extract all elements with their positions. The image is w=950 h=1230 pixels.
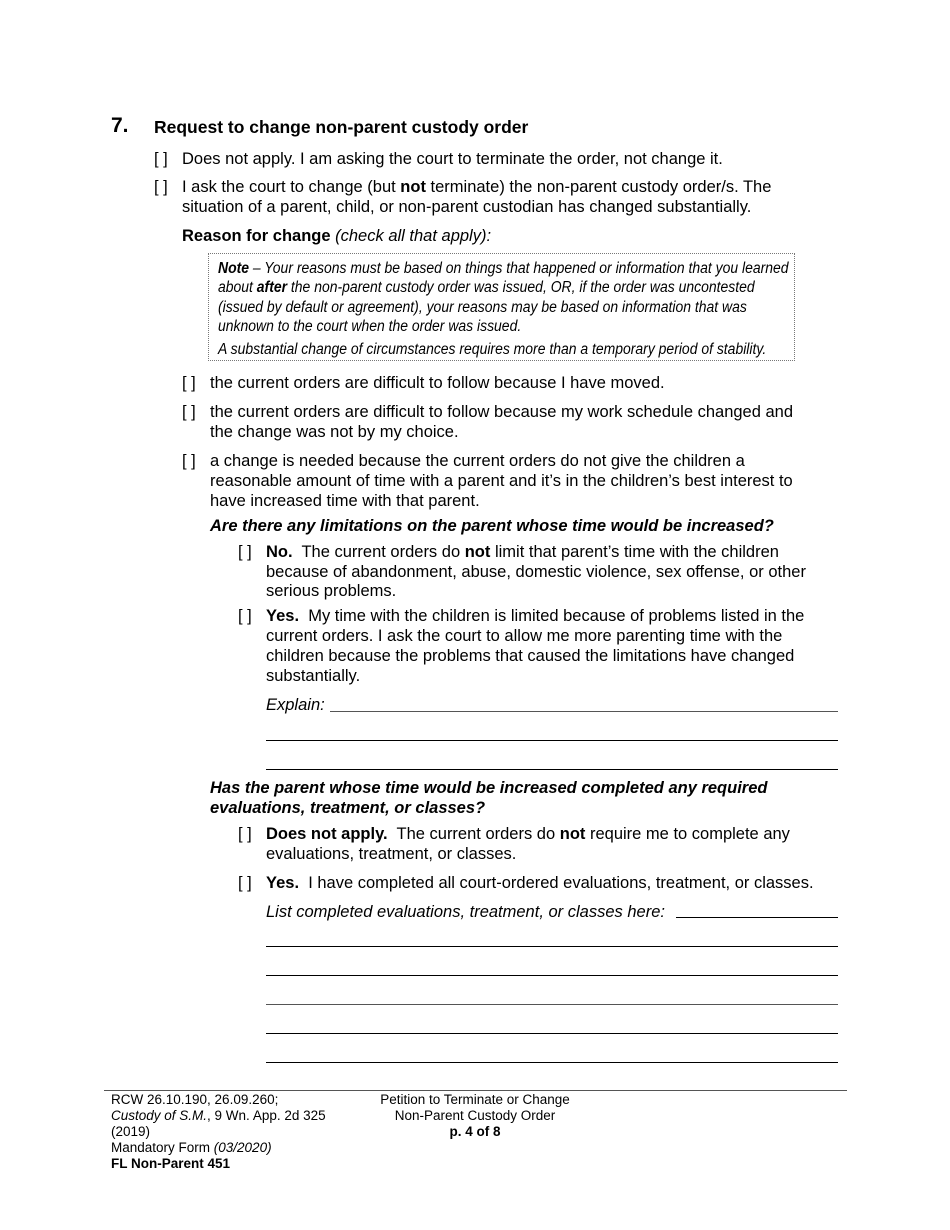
limits-no-line3: serious problems.	[266, 582, 397, 600]
limitations-question: Are there any limitations on the parent whose time would be increased?	[210, 517, 774, 535]
checkbox-reason-moved[interactable]: [ ]	[182, 374, 196, 392]
footer-citation: Custody of S.M., 9 Wn. App. 2d 325	[111, 1108, 326, 1123]
list-input-line-1[interactable]	[676, 917, 838, 918]
checkbox-reason-work-schedule[interactable]: [ ]	[182, 403, 196, 421]
footer-year: (2019)	[111, 1124, 151, 1139]
list-input-line-5[interactable]	[266, 1033, 838, 1034]
list-input-line-6[interactable]	[266, 1062, 838, 1063]
option-change-line1: I ask the court to change (but not terminate) the non-parent custody order/s. The	[182, 178, 772, 196]
note-line-2: about after the non-parent custody order was issued, OR, if the order was uncontested	[218, 279, 755, 296]
evals-not-apply-line2: evaluations, treatment, or classes.	[266, 845, 517, 863]
limits-yes-line2: current orders. I ask the court to allow me more parenting time with the	[266, 627, 783, 645]
explain-line-3[interactable]	[266, 769, 838, 770]
limits-yes-line1: Yes. My time with the children is limited because of problems listed in the	[266, 607, 805, 625]
list-input-line-4[interactable]	[266, 1004, 838, 1005]
note-line-3: (issued by default or agreement), your reasons may be based on information that was	[218, 299, 747, 316]
evals-yes-line1: Yes. I have completed all court-ordered evaluations, treatment, or classes.	[266, 874, 814, 892]
option-change-line2: situation of a parent, child, or non-parent custodian has changed substantially.	[182, 198, 752, 216]
limits-no-line1: No. The current orders do not limit that parent’s time with the children	[266, 543, 779, 561]
reason-time-line1: a change is needed because the current orders do not give the children a	[210, 452, 745, 470]
footer-mandatory: Mandatory Form (03/2020)	[111, 1140, 272, 1155]
note-line-1: Note – Your reasons must be based on things that happened or information that you learned	[218, 260, 789, 277]
section-title: Request to change non-parent custody order	[154, 117, 529, 137]
explain-input-line[interactable]	[330, 711, 838, 712]
reason-time-line3: have increased time with that parent.	[210, 492, 480, 510]
limits-no-line2: because of abandonment, abuse, domestic violence, sex offense, or other	[266, 563, 806, 581]
evals-not-apply-line1: Does not apply. The current orders do not require me to complete any	[266, 825, 790, 843]
reason-work-line1: the current orders are difficult to follow because my work schedule changed and	[210, 403, 794, 421]
explain-label: Explain:	[266, 696, 325, 714]
evaluations-question-line1: Has the parent whose time would be increased completed any required	[210, 779, 768, 797]
list-completed-label: List completed evaluations, treatment, or classes here:	[266, 903, 665, 921]
checkbox-not-apply[interactable]: [ ]	[154, 150, 168, 168]
note-line-5: A substantial change of circumstances requires more than a temporary period of stability.	[218, 341, 767, 358]
note-line-4: unknown to the court when the order was issued.	[218, 318, 522, 335]
evaluations-question-line2: evaluations, treatment, or classes?	[210, 799, 486, 817]
footer-left	[111, 1092, 326, 1172]
checkbox-change-order[interactable]: [ ]	[154, 178, 168, 196]
footer-form-id: FL Non-Parent 451	[111, 1156, 231, 1171]
checkbox-reason-more-time[interactable]: [ ]	[182, 452, 196, 470]
page-number: p. 4 of 8	[449, 1124, 501, 1139]
reason-heading: Reason for change (check all that apply):	[182, 227, 492, 245]
checkbox-limits-no[interactable]: [ ]	[238, 543, 252, 561]
limits-yes-line4: substantially.	[266, 667, 361, 685]
reason-time-line2: reasonable amount of time with a parent and it’s in the children’s best interest to	[210, 472, 793, 490]
explain-line-2[interactable]	[266, 740, 838, 741]
section-number: 7.	[111, 114, 129, 137]
footer-form-title: Petition to Terminate or Change	[380, 1092, 570, 1107]
footer-rcw: RCW 26.10.190, 26.09.260;	[111, 1092, 279, 1107]
checkbox-limits-yes[interactable]: [ ]	[238, 607, 252, 625]
reason-work-line2: the change was not by my choice.	[210, 423, 459, 441]
footer-form-subtitle: Non-Parent Custody Order	[394, 1108, 556, 1123]
footer-center	[335, 1092, 615, 1140]
option-not-apply-text: Does not apply. I am asking the court to terminate the order, not change it.	[182, 150, 723, 168]
reason-moved-text: the current orders are difficult to follow because I have moved.	[210, 374, 665, 392]
list-input-line-2[interactable]	[266, 946, 838, 947]
checkbox-evals-yes[interactable]: [ ]	[238, 874, 252, 892]
list-input-line-3[interactable]	[266, 975, 838, 976]
footer-divider	[104, 1090, 847, 1091]
checkbox-evals-not-apply[interactable]: [ ]	[238, 825, 252, 843]
limits-yes-line3: children because the problems that caused the limitations have changed	[266, 647, 795, 665]
